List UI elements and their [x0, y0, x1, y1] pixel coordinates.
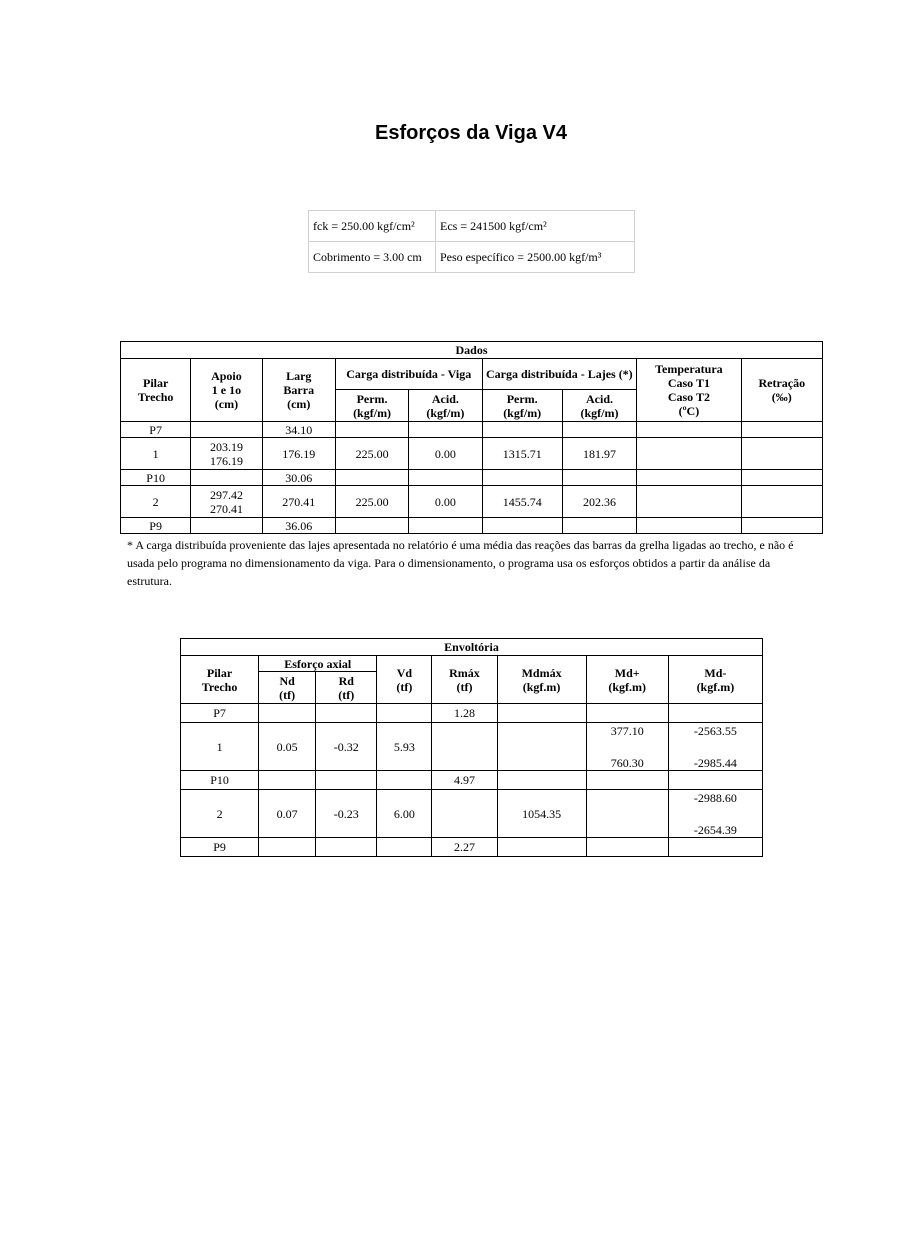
envoltoria-caption: Envoltória — [181, 639, 763, 656]
table-row: P9 36.06 — [121, 518, 823, 534]
header-rd: Rd (tf) — [316, 672, 377, 704]
ecs-cell: Ecs = 241500 kgf/cm² — [436, 211, 635, 242]
header-nd: Nd (tf) — [259, 672, 316, 704]
header-temperatura: Temperatura Caso T1 Caso T2 (ºC) — [637, 359, 741, 422]
header-md-minus: Md- (kgf.m) — [668, 656, 762, 704]
header-pilar-trecho: Pilar Trecho — [181, 656, 259, 704]
header-esforco-axial: Esforço axial — [259, 656, 377, 672]
table-row: P10 30.06 — [121, 470, 823, 486]
header-apoio: Apoio 1 e 1o (cm) — [191, 359, 262, 422]
header-carga-viga: Carga distribuída - Viga — [335, 359, 482, 390]
table-row: P7 1.28 — [181, 704, 763, 723]
table-row: 2 297.42 270.41 270.41 225.00 0.00 1455.74 202.36 — [121, 486, 823, 518]
envoltoria-table — [180, 638, 763, 857]
header-pilar-trecho: Pilar Trecho — [121, 359, 191, 422]
table-row: 1 0.05 -0.32 5.93 377.10 760.30 -2563.55 -2985.44 — [181, 723, 763, 771]
header-lajes-perm: Perm. (kgf/m) — [482, 390, 562, 422]
table-row: 2 0.07 -0.23 6.00 1054.35 -2988.60 -2654.39 — [181, 790, 763, 838]
page-title: Esforços da Viga V4 — [375, 122, 567, 144]
footnote: * A carga distribuída proveniente das lajes apresentada no relatório é uma média das reações das barras da grelha ligadas ao trecho, e não é usada pelo programa no dimensionamento da viga. Para o dimensionamento, o programa usa os esforços obtidos a partir da análise da estrutura. — [127, 538, 794, 588]
header-retracao: Retração (‰) — [741, 359, 822, 422]
header-rmax: Rmáx (tf) — [432, 656, 497, 704]
peso-especifico-cell: Peso específico = 2500.00 kgf/m³ — [436, 242, 635, 273]
table-row: 1 203.19 176.19 176.19 225.00 0.00 1315.71 181.97 — [121, 438, 823, 470]
table-row: P10 4.97 — [181, 771, 763, 790]
table-row — [309, 242, 635, 273]
properties-table — [308, 210, 635, 273]
dados-caption: Dados — [121, 342, 823, 359]
header-lajes-acid: Acid. (kgf/m) — [562, 390, 636, 422]
header-viga-perm: Perm. (kgf/m) — [335, 390, 408, 422]
table-row: P7 34.10 — [121, 422, 823, 438]
cobrimento-cell: Cobrimento = 3.00 cm — [309, 242, 436, 273]
header-carga-lajes: Carga distribuída - Lajes (*) — [482, 359, 637, 390]
header-mdmax: Mdmáx (kgf.m) — [497, 656, 586, 704]
header-md-plus: Md+ (kgf.m) — [586, 656, 668, 704]
fck-cell: fck = 250.00 kgf/cm² — [309, 211, 436, 242]
header-viga-acid: Acid. (kgf/m) — [409, 390, 482, 422]
table-row — [309, 211, 635, 242]
header-vd: Vd (tf) — [377, 656, 432, 704]
dados-table — [120, 341, 823, 534]
header-larg-barra: Larg Barra (cm) — [262, 359, 335, 422]
table-row: P9 2.27 — [181, 838, 763, 857]
